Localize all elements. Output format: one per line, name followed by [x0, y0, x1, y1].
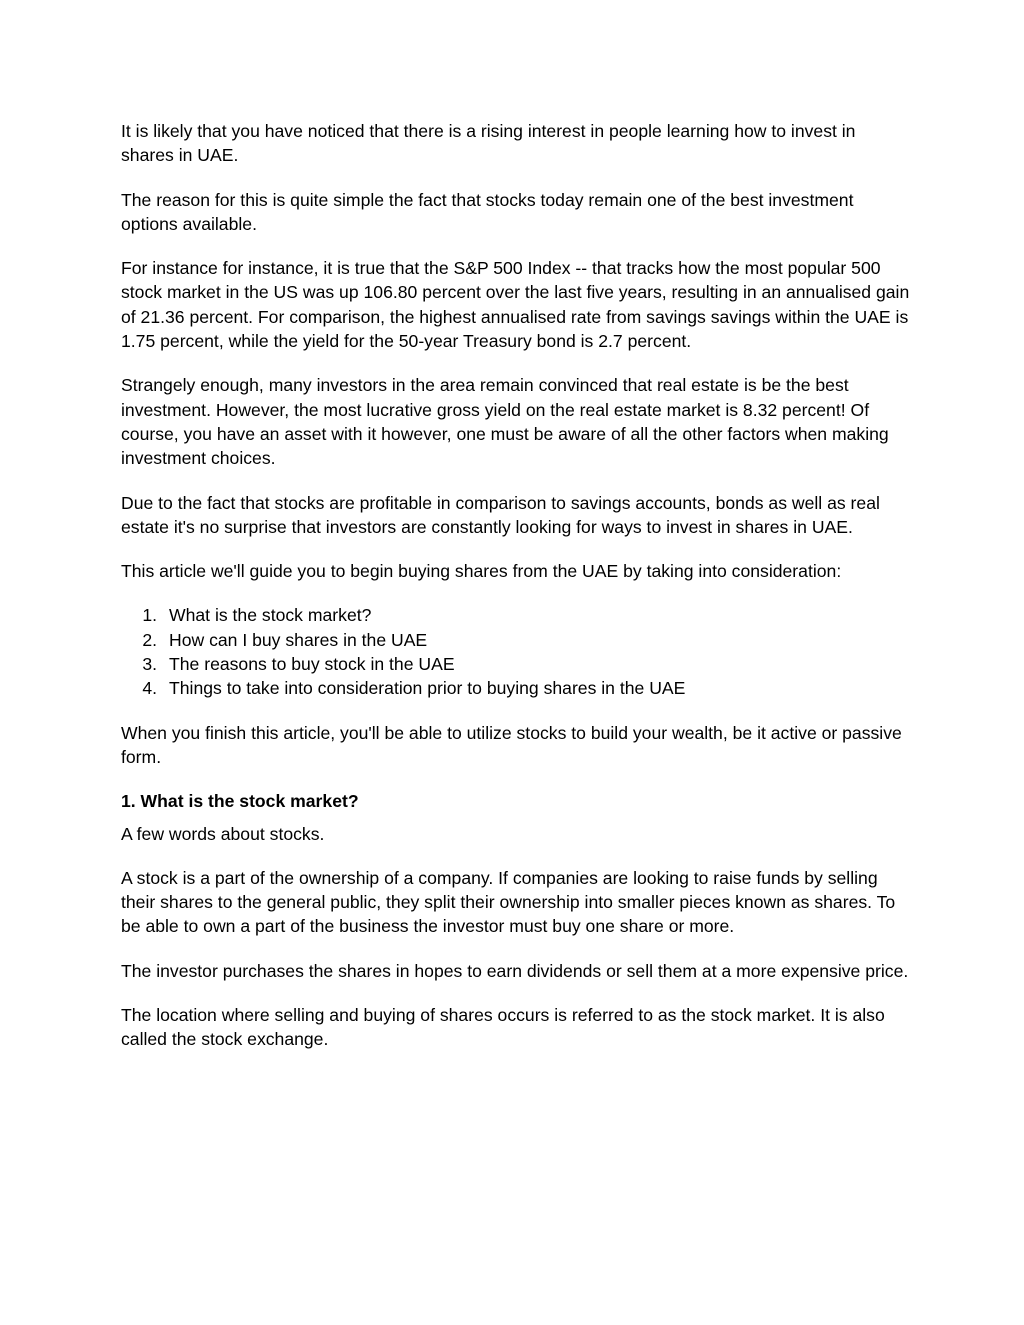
intro-paragraph-6: This article we'll guide you to begin buying shares from the UAE by taking into consideration:: [121, 561, 842, 582]
list-item: [121, 603, 911, 627]
list-item: [121, 676, 911, 700]
list-item: [121, 628, 911, 652]
list-item-text: Things to take into consideration prior to buying shares in the UAE: [169, 678, 686, 699]
intro-paragraph-3: For instance for instance, it is true that the S&P 500 Index -- that tracks how the most popular 500 stock market in the US was up 106.80 percent over the last five years, resulting in an annualised gain of 21.36 percent. For comparison, the highest annualised rate from savings savings within the UAE is 1.75 percent, while the yield for the 50-year Treasury bond is 2.7 percent.: [121, 258, 910, 352]
list-item-number: 4.: [142, 678, 157, 699]
after-list-paragraph: When you finish this article, you'll be able to utilize stocks to build your wealth, be it active or passive form.: [121, 722, 902, 767]
intro-paragraph-2: The reason for this is quite simple the fact that stocks today remain one of the best investment options available.: [121, 189, 854, 234]
list-item-number: 3.: [142, 654, 157, 675]
list-item-text: What is the stock market?: [169, 605, 372, 626]
list-item-text: How can I buy shares in the UAE: [169, 629, 428, 650]
list-item-number: 1.: [142, 605, 157, 626]
list-item-text: The reasons to buy stock in the UAE: [169, 654, 455, 675]
section-paragraph-4: The location where selling and buying of shares occurs is referred to as the stock market. It is also called the stock exchange.: [121, 1005, 885, 1050]
list-item: [121, 652, 911, 676]
section-paragraph-2: A stock is a part of the ownership of a company. If companies are looking to raise funds by selling their shares to the general public, they split their ownership into smaller pieces known as shares. To be able to own a part of the business the investor must buy one share or more.: [121, 867, 896, 937]
section-paragraph-3: The investor purchases the shares in hopes to earn dividends or sell them at a more expensive price.: [121, 960, 909, 981]
topics-list: [121, 603, 911, 700]
section-paragraph-1: A few words about stocks.: [121, 823, 325, 844]
section-heading: 1. What is the stock market?: [121, 791, 359, 812]
intro-paragraph-5: Due to the fact that stocks are profitable in comparison to savings accounts, bonds as well as real estate it's no surprise that investors are constantly looking for ways to invest in shares in UAE.: [121, 492, 880, 537]
intro-paragraph-4: Strangely enough, many investors in the area remain convinced that real estate is be the best investment. However, the most lucrative gross yield on the real estate market is 8.32 percent! Of course, you have an asset with it however, one must be aware of all the other factors when making investment choices.: [121, 375, 889, 469]
list-item-number: 2.: [142, 629, 157, 650]
document-page: [121, 119, 911, 1072]
intro-paragraph-1: It is likely that you have noticed that there is a rising interest in people learning how to invest in shares in UAE.: [121, 121, 856, 166]
